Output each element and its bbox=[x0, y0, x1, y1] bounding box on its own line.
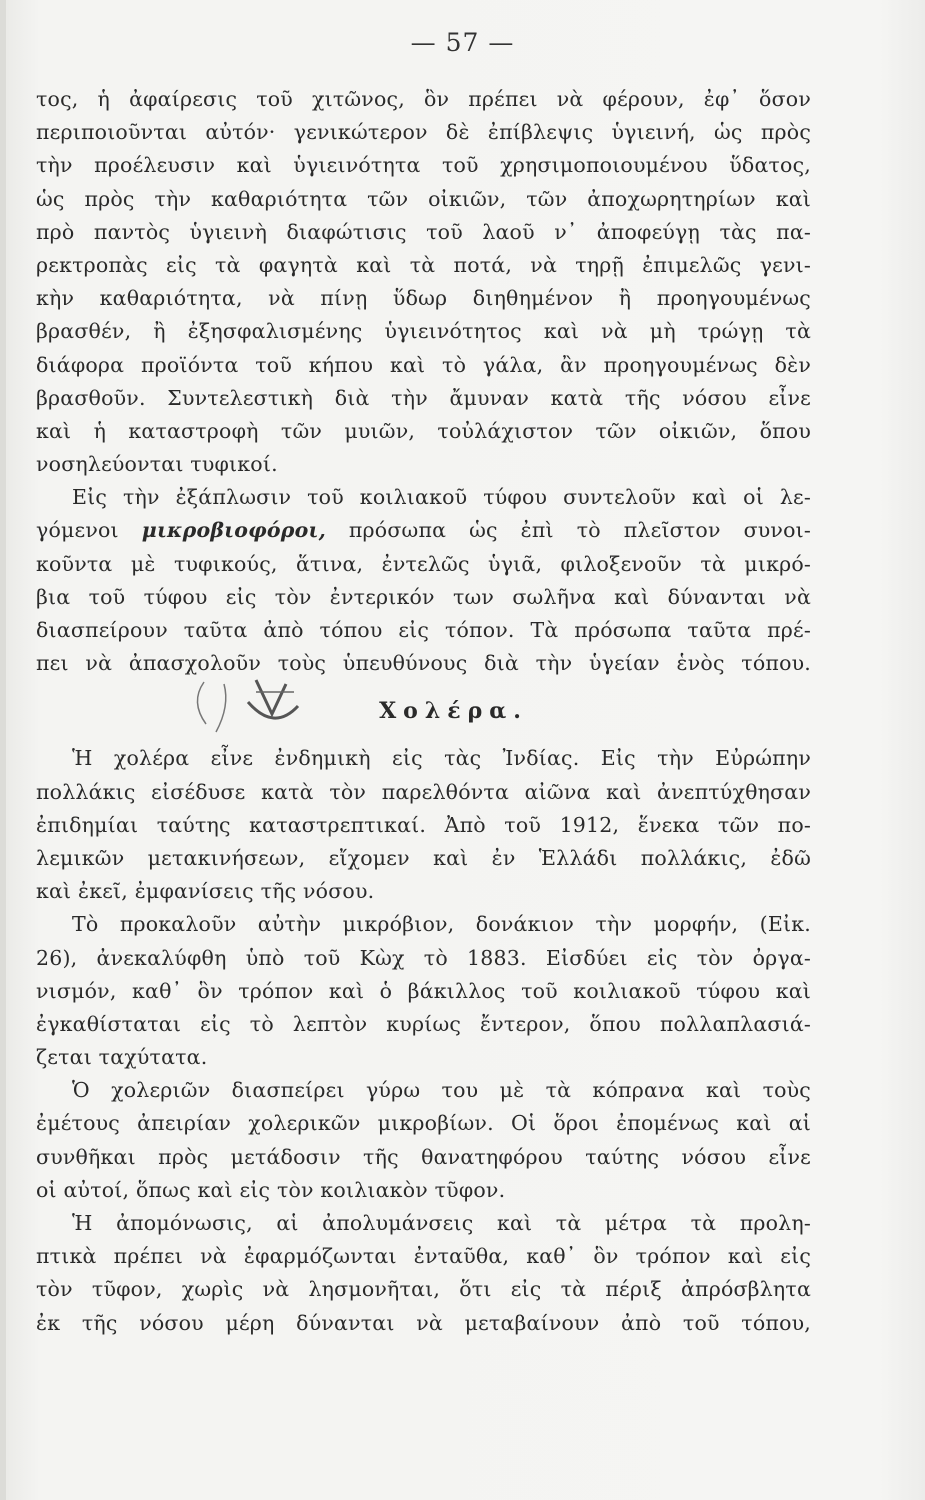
text-line: βια τοῦ τύφου εἰς τὸν ἐντερικόν των σωλῆνα καὶ δύνανται νὰ bbox=[36, 584, 811, 609]
text-line: βρασθοῦν. Συντελεστικὴ διὰ τὴν ἄμυναν κατὰ τῆς νόσου εἶνε bbox=[36, 385, 811, 410]
text-line: τὸν τῦφον, χωρὶς νὰ λησμονῆται, ὅτι εἰς τὰ πέριξ ἀπρόσβλητα bbox=[36, 1277, 811, 1302]
paragraph-cholera-microbe bbox=[36, 908, 811, 1074]
text-line: καὶ ἐκεῖ, ἐμφανίσεις τῆς νόσου. bbox=[36, 879, 375, 904]
text-line: Ὁ χολεριῶν διασπείρει γύρω του μὲ τὰ κόπρανα καὶ τοὺς bbox=[72, 1078, 811, 1103]
text-line: Ἡ χολέρα εἶνε ἐνδημικὴ εἰς τὰς Ἰνδίας. Εἰς τὴν Εὐρώπην bbox=[72, 746, 811, 771]
text-line: οἱ αὐτοί, ὅπως καὶ εἰς τὸν κοιλιακὸν τῦφον. bbox=[36, 1177, 506, 1202]
text-line: περιποιοῦνται αὐτόν· γενικώτερον δὲ ἐπίβλεψις ὑγιεινή, ὡς πρὸς bbox=[36, 120, 811, 145]
text-line: πολλάκις εἰσέδυσε κατὰ τὸν παρελθόντα αἰῶνα καὶ ἀνεπτύχθησαν bbox=[36, 779, 811, 804]
page-content bbox=[36, 83, 811, 1340]
text-line: νοσηλεύονται τυφικοί. bbox=[36, 452, 278, 477]
text-line: καὶ ἡ καταστροφὴ τῶν μυιῶν, τοὐλάχιστον τῶν οἰκιῶν, ὅπου bbox=[36, 418, 811, 443]
text-line: κοῦντα μὲ τυφικούς, ἅτινα, ἐντελῶς ὑγιᾶ, φιλοξενοῦν τὰ μικρό- bbox=[36, 551, 811, 576]
text-line: ζεται ταχύτατα. bbox=[36, 1045, 208, 1070]
section-title: Χολέρα. bbox=[379, 698, 528, 725]
text-line: βρασθέν, ἢ ἐξησφαλισμένης ὑγιεινότητος καὶ νὰ μὴ τρώγῃ τὰ bbox=[36, 319, 811, 344]
paragraph-cholera-spread bbox=[36, 1074, 811, 1207]
pencil-scribble-mark bbox=[186, 662, 306, 742]
page-number: — 57 — bbox=[410, 28, 515, 57]
scan-edge bbox=[0, 0, 6, 1500]
paragraph-cholera-measures bbox=[36, 1207, 811, 1340]
text-line: ἐκ τῆς νόσου μέρη δύνανται νὰ μεταβαίνουν ἀπὸ τοῦ τόπου, bbox=[36, 1310, 811, 1335]
text-line: πρὸ παντὸς ὑγιεινὴ διαφώτισις τοῦ λαοῦ ν᾽ ἀποφεύγῃ τὰς πα- bbox=[36, 219, 811, 244]
text-line: διάφορα προϊόντα τοῦ κήπου καὶ τὸ γάλα, ἂν προηγουμένως δὲν bbox=[36, 352, 811, 377]
paragraph-typhoid-prevention bbox=[36, 83, 811, 481]
paragraph-carriers bbox=[36, 481, 811, 680]
text-line: πτικὰ πρέπει νὰ ἐφαρμόζωνται ἐνταῦθα, καθ᾽ ὃν τρόπον καὶ εἰς bbox=[36, 1244, 811, 1269]
text-line: τος, ἡ ἀφαίρεσις τοῦ χιτῶνος, ὃν πρέπει νὰ φέρουν, ἐφ᾽ ὅσον bbox=[36, 87, 811, 111]
text-line: κὴν καθαριότητα, νὰ πίνῃ ὕδωρ διηθημένον ἢ προηγουμένως bbox=[36, 286, 811, 311]
text-line: διασπείρουν ταῦτα ἀπὸ τόπου εἰς τόπον. Τὰ πρόσωπα ταῦτα πρέ- bbox=[36, 618, 811, 642]
text-line: συνθῆκαι πρὸς μετάδοσιν τῆς θανατηφόρου ταύτης νόσου εἶνε bbox=[36, 1144, 811, 1169]
text-fragment: γόμενοι bbox=[36, 518, 142, 543]
text-line: ἐγκαθίσταται εἰς τὸ λεπτὸν κυρίως ἔντερον, ὅπου πολλαπλασιά- bbox=[36, 1011, 811, 1036]
text-line: τὴν προέλευσιν καὶ ὑγιεινότητα τοῦ χρησιμοποιουμένου ὕδατος, bbox=[36, 153, 811, 178]
text-line: Τὸ προκαλοῦν αὐτὴν μικρόβιον, δονάκιον τὴν μορφήν, (Εἰκ. bbox=[72, 912, 811, 937]
text-line: ἐμέτους ἀπειρίαν χολερικῶν μικροβίων. Οἱ ὅροι ἐπομένως καὶ αἱ bbox=[36, 1111, 811, 1136]
text-line: Εἰς τὴν ἐξάπλωσιν τοῦ κοιλιακοῦ τύφου συντελοῦν καὶ οἱ λε- bbox=[72, 485, 811, 510]
text-line-with-emphasis bbox=[36, 514, 811, 547]
text-fragment: πρόσωπα ὡς ἐπὶ τὸ πλεῖστον συνοι- bbox=[325, 518, 811, 543]
text-line: ρεκτροπὰς εἰς τὰ φαγητὰ καὶ τὰ ποτά, νὰ τηρῇ ἐπιμελῶς γενι- bbox=[36, 252, 811, 277]
text-line: ὡς πρὸς τὴν καθαριότητα τῶν οἰκιῶν, τῶν ἀποχωρητηρίων καὶ bbox=[36, 186, 811, 211]
text-line: πει νὰ ἀπασχολοῦν τοὺς ὑπευθύνους διὰ τὴν ὑγείαν ἑνὸς τόπου. bbox=[36, 651, 811, 676]
section-heading bbox=[36, 680, 811, 742]
text-line: λεμικῶν μετακινήσεων, εἴχομεν καὶ ἐν Ἑλλάδι πολλάκις, ἐδῶ bbox=[36, 845, 811, 870]
emphasis-term: μικροβιοφόροι, bbox=[141, 518, 326, 543]
text-line: Ἡ ἀπομόνωσις, αἱ ἀπολυμάνσεις καὶ τὰ μέτρα τὰ προλη- bbox=[72, 1211, 811, 1235]
text-line: 26), ἀνεκαλύφθη ὑπὸ τοῦ Κὼχ τὸ 1883. Εἰσδύει εἰς τὸν ὀργα- bbox=[36, 945, 811, 970]
text-line: νισμόν, καθ᾽ ὃν τρόπον καὶ ὁ βάκιλλος τοῦ κοιλιακοῦ τύφου καὶ bbox=[36, 978, 811, 1003]
paragraph-cholera-intro bbox=[36, 742, 811, 908]
text-line: ἐπιδημίαι ταύτης καταστρεπτικαί. Ἀπὸ τοῦ 1912, ἕνεκα τῶν πο- bbox=[36, 812, 811, 837]
